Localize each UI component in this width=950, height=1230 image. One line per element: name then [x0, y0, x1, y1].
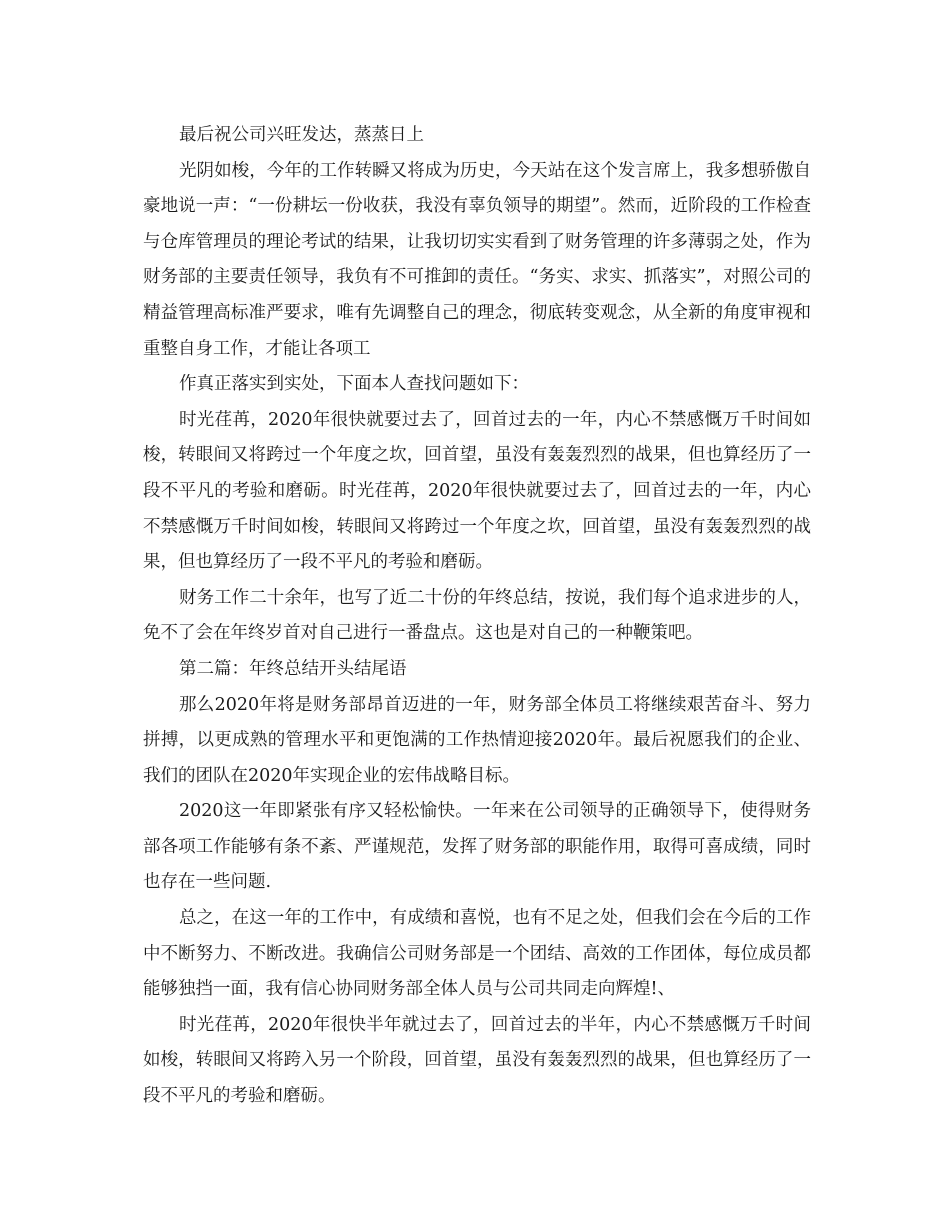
paragraph-finance-career: 财务工作二十余年，也写了近二十份的年终总结，按说，我们每个追求进步的人，免不了会在年终岁首对自己进行一番盘点。这也是对自己的一种鞭策吧。 [143, 587, 811, 644]
document-body [143, 118, 811, 1115]
paragraph-half-year: 时光荏苒，2020年很快半年就过去了，回首过去的半年，内心不禁感慨万千时间如梭，转眼间又将跨入另一个阶段，回首望，虽没有轰轰烈烈的战果，但也算经历了一段不平凡的考验和磨砺。 [143, 1014, 811, 1107]
paragraph-problem-lead: 作真正落实到实处，下面本人查找问题如下： [179, 374, 529, 395]
paragraph-year-review: 2020这一年即紧张有序又轻松愉快。一年来在公司领导的正确领导下，使得财务部各项工作能够有条不紊、严谨规范，发挥了财务部的职能作用，取得可喜成绩，同时也存在一些问题. [143, 801, 811, 893]
paragraph-closing-wish: 最后祝公司兴旺发达，蒸蒸日上 [179, 125, 424, 145]
paragraph-summary: 总之，在这一年的工作中，有成绩和喜悦，也有不足之处，但我们会在今后的工作中不断努力、不断改进。我确信公司财务部是一个团结、高效的工作团体，每位成员都能够独挡一面，我有信心协同财务部全体人员与公司共同走向辉煌!、 [143, 908, 811, 1000]
section-heading: 第二篇：年终总结开头结尾语 [179, 658, 407, 679]
paragraph-time-flies: 时光荏苒，2020年很快就要过去了，回首过去的一年，内心不禁感慨万千时间如梭，转眼间又将跨过一个年度之坎，回首望，虽没有轰轰烈烈的战果，但也算经历了一段不平凡的考验和磨砺。时光荏苒，2020年很快就要过去了，回首过去的一年，内心不禁感慨万千时间如梭，转眼间又将跨过一个年度之坎，回首望，虽没有轰轰烈烈的战果，但也算经历了一段不平凡的考验和磨砺。 [143, 409, 811, 573]
paragraph-next-year: 那么2020年将是财务部昂首迈进的一年，财务部全体员工将继续艰苦奋斗、努力拼搏，以更成熟的管理水平和更饱满的工作热情迎接2020年。最后祝愿我们的企业、我们的团队在2020年实现企业的宏伟战略目标。 [143, 694, 811, 786]
paragraph-intro: 光阴如梭，今年的工作转瞬又将成为历史，今天站在这个发言席上，我多想骄傲自豪地说一声：“一份耕坛一份收获，我没有辜负领导的期望”。然而，近阶段的工作检查与仓库管理员的理论考试的结果，让我切切实实看到了财务管理的许多薄弱之处，作为财务部的主要责任领导，我负有不可推卸的责任。“务实、求实、抓落实”，对照公司的精益管理高标准严要求，唯有先调整自己的理念，彻底转变观念，从全新的角度审视和重整自身工作，才能让各项工 [143, 160, 811, 359]
